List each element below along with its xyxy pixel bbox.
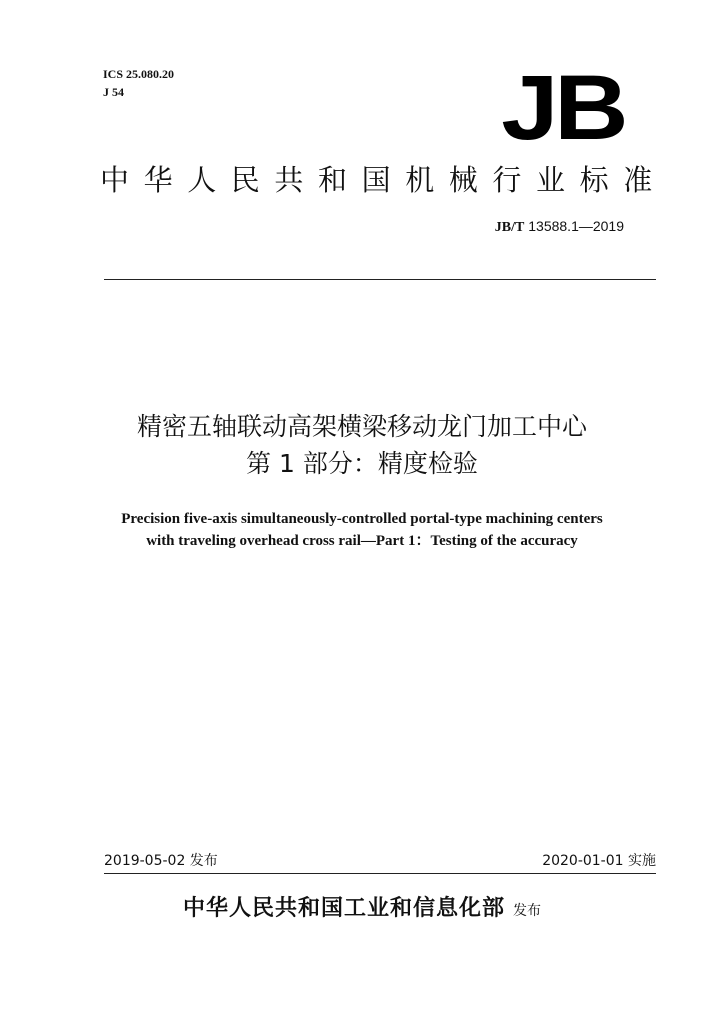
implementation-date: 2020-01-01 实施 xyxy=(542,853,656,869)
standard-number-prefix: JB/T xyxy=(494,220,525,235)
title-english-line-1: Precision five-axis simultaneously-controlled portal-type machining centers xyxy=(121,511,603,527)
header-divider xyxy=(104,279,656,280)
issuer-name: 中华人民共和国工业和信息化部 xyxy=(182,896,505,921)
ics-code: ICS 25.080.20 xyxy=(103,67,175,81)
title-chinese-line-2: 第 1 部分：精度检验 xyxy=(246,449,478,478)
title-english-line-2: with traveling overhead cross rail—Part 1：Testing of the accuracy xyxy=(146,533,578,549)
standard-number-value: 13588.1—2019 xyxy=(524,218,624,234)
footer-divider xyxy=(104,873,656,874)
industry-standard-title: 中华人民共和国机械行业标准 xyxy=(100,163,667,197)
issuer-line xyxy=(60,893,664,927)
title-chinese-line-1: 精密五轴联动高架横梁移动龙门加工中心 xyxy=(136,412,587,441)
standard-number xyxy=(495,217,624,237)
issue-date: 2019-05-02 发布 xyxy=(104,853,218,869)
ccs-code: J 54 xyxy=(103,85,124,99)
issuer-suffix: 发布 xyxy=(513,903,541,919)
jb-logo: JB xyxy=(501,57,624,159)
